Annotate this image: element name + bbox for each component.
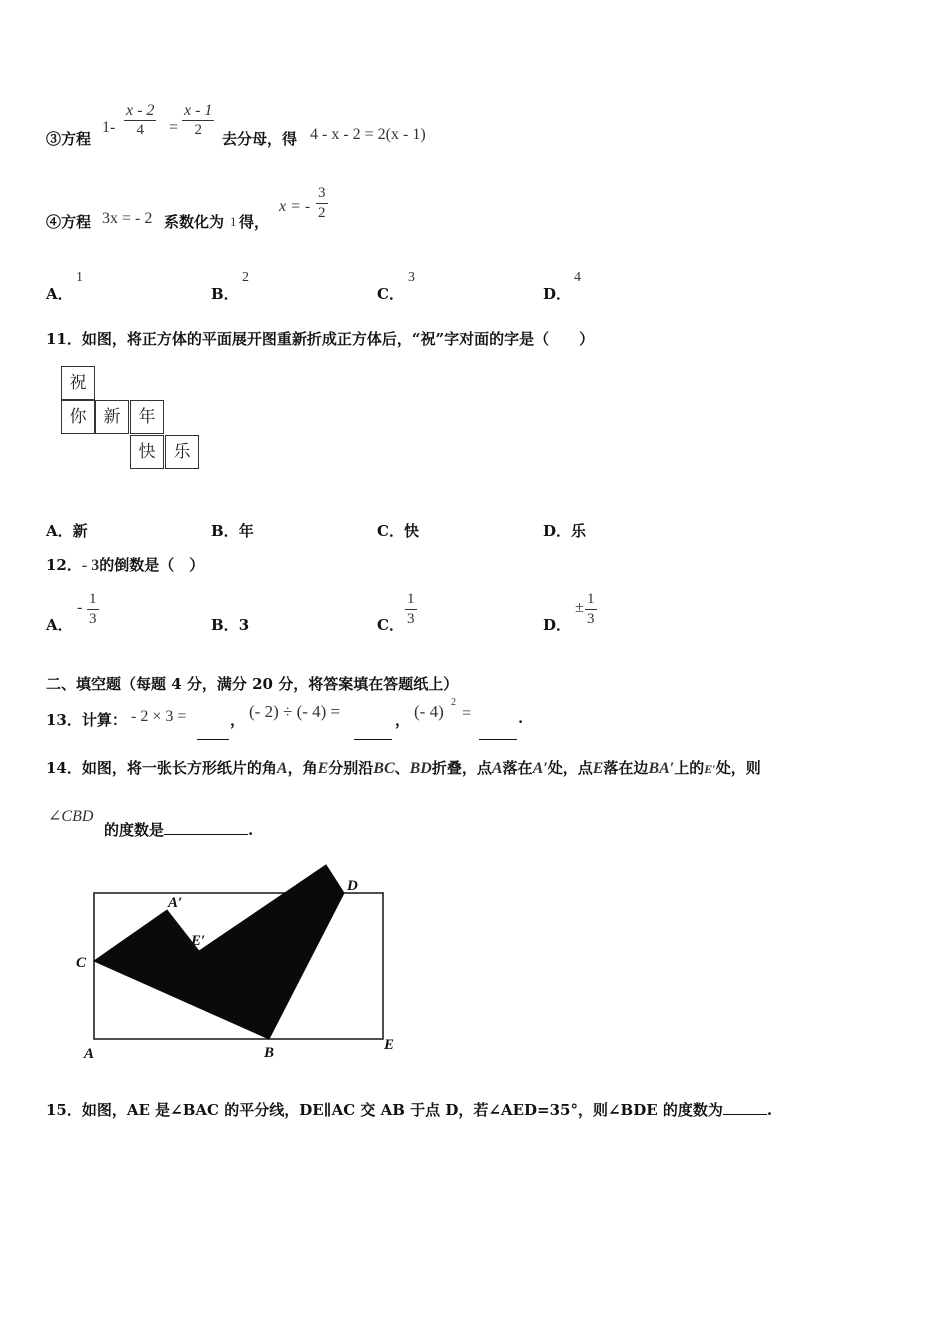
- q14-point-a-prime: A′: [532, 760, 548, 777]
- q14-point-a-2: A: [491, 760, 503, 777]
- item3-label: ③方程: [46, 130, 92, 148]
- item3-equals: =: [169, 119, 179, 136]
- net-cell-zhu: 祝: [61, 366, 95, 400]
- q14-text-2: ，角: [287, 759, 318, 777]
- fig-label-a: A: [84, 1046, 95, 1062]
- item4-x-equals: x = -: [279, 198, 311, 215]
- net-cell-le: 乐: [165, 435, 199, 469]
- q14-end: .: [248, 821, 254, 839]
- item4-de: 得，: [239, 213, 270, 231]
- q12-option-d-letter[interactable]: D．: [543, 616, 572, 634]
- q12-number: 12．: [46, 556, 82, 574]
- q13-expr-3: (- 4): [414, 702, 444, 721]
- q10-option-d-value: 4: [574, 270, 581, 285]
- q14-text-3: 分别沿: [328, 759, 374, 777]
- frac1-denominator: 4: [136, 122, 144, 138]
- q11-option-a-value: 新: [72, 522, 88, 540]
- q11-option-b-letter: B．: [211, 522, 239, 540]
- q12-d-numerator: 1: [585, 590, 597, 610]
- item3-one-minus: 1-: [102, 119, 116, 136]
- q11-option-d-value: 乐: [571, 522, 587, 540]
- fig-label-d: D: [347, 878, 358, 894]
- frac2-denominator: 2: [194, 122, 202, 138]
- q14-text-11: 的度数是: [104, 821, 165, 839]
- fig-label-c: C: [76, 955, 87, 971]
- q14-point-e-2: E: [592, 760, 604, 777]
- q12-option-b-letter: B．: [211, 616, 239, 634]
- q12-option-a-sign: -: [77, 599, 83, 616]
- q13-expr-1: - 2 × 3 =: [131, 708, 187, 725]
- q12-c-numerator: 1: [405, 590, 417, 610]
- q10-option-c-letter[interactable]: C．: [377, 285, 404, 303]
- q14-text-7: 处，点: [547, 759, 593, 777]
- q14-text-1: 14．如图，将一张长方形纸片的角: [46, 759, 277, 777]
- q10-option-a-value: 1: [76, 270, 83, 285]
- folded-shape: [94, 865, 344, 1039]
- q14-text-4: 、: [394, 759, 410, 777]
- q14-segment-ba-prime: BA′: [648, 760, 675, 777]
- item4-equation: 3x = - 2: [102, 210, 153, 227]
- q14-point-e-prime: E′: [704, 762, 716, 776]
- q10-option-b-letter[interactable]: B．: [211, 285, 239, 303]
- item4-mid-text: 系数化为: [164, 213, 225, 231]
- q13-sep-1: ，: [230, 711, 246, 729]
- q14-text-6: 落在: [502, 759, 533, 777]
- section-2-heading: 二、填空题（每题 4 分，满分 20 分，将答案填在答题纸上）: [46, 675, 459, 693]
- q14-text-5: 折叠，点: [431, 759, 492, 777]
- q13-end: .: [518, 709, 524, 727]
- q10-option-d-letter[interactable]: D．: [543, 285, 572, 303]
- q14-point-e: E: [317, 760, 329, 777]
- frac1-numerator: x - 2: [126, 102, 155, 119]
- q15-stem: [46, 1099, 772, 1120]
- q14-text-8: 落在边: [603, 759, 649, 777]
- q14-point-a: A: [276, 760, 288, 777]
- net-cell-nian: 年: [130, 400, 164, 434]
- q12-option-a-letter[interactable]: A．: [46, 616, 73, 634]
- q14-text-9: 上的: [674, 759, 705, 777]
- q15-text: 15．如图，AE 是∠BAC 的平分线，DE∥AC 交 AB 于点 D，若∠AED=35°，则∠BDE 的度数为: [46, 1101, 723, 1119]
- q11-stem: 11．如图，将正方体的平面展开图重新折成正方体后，“祝”字对面的字是（ ）: [46, 330, 595, 348]
- q12-option-b-value: 3: [238, 616, 250, 634]
- item4-one: 1: [230, 214, 237, 229]
- item3-result: 4 - x - 2 = 2(x - 1): [310, 126, 426, 143]
- q11-option-b-value: 年: [238, 522, 254, 540]
- q12-value: - 3: [81, 557, 100, 574]
- frac2-numerator: x - 1: [184, 102, 213, 119]
- item4-frac-numerator: 3: [316, 184, 328, 204]
- q13-label: 13．计算：: [46, 711, 127, 729]
- q12-a-denominator: 3: [89, 611, 97, 627]
- q10-option-b-value: 2: [242, 270, 249, 285]
- q14-text-10: 处，则: [715, 759, 761, 777]
- net-cell-xin: 新: [95, 400, 129, 434]
- q15-answer-blank[interactable]: [723, 1114, 767, 1115]
- q12-a-numerator: 1: [87, 590, 99, 610]
- q12-d-denominator: 3: [587, 611, 595, 627]
- q12-stem-rest: 的倒数是（ ）: [99, 556, 205, 574]
- q13-sep-2: ，: [395, 711, 411, 729]
- q12-option-d-sign: ±: [575, 599, 584, 616]
- q14-segment-bc: BC: [373, 760, 395, 777]
- q15-end: .: [766, 1101, 773, 1119]
- q14-angle-cbd: ∠CBD: [48, 808, 94, 825]
- q13-exponent: 2: [451, 697, 456, 708]
- q12-option-c-letter[interactable]: C．: [377, 616, 404, 634]
- fig-label-e: E: [384, 1037, 395, 1053]
- net-cell-ni: 你: [61, 400, 95, 434]
- q11-option-c-value: 快: [403, 522, 419, 540]
- item4-label: ④方程: [46, 213, 92, 231]
- q11-option-c-letter: C．: [377, 522, 404, 540]
- q13-equals-3: =: [462, 705, 472, 722]
- q14-segment-bd: BD: [409, 760, 432, 777]
- q11-option-a-letter: A．: [46, 522, 73, 540]
- fig-label-a-prime: A′: [168, 895, 183, 911]
- fig-label-e-prime: E′: [191, 933, 206, 949]
- q11-option-d-letter: D．: [543, 522, 572, 540]
- net-cell-kuai: 快: [130, 435, 164, 469]
- fig-label-b: B: [264, 1045, 275, 1061]
- q10-option-a-letter[interactable]: A．: [46, 285, 73, 303]
- item4-frac-denominator: 2: [318, 205, 326, 221]
- q13-expr-2: (- 2) ÷ (- 4) =: [249, 702, 341, 721]
- item3-mid-text: 去分母，得: [222, 130, 298, 148]
- q12-c-denominator: 3: [407, 611, 415, 627]
- q10-option-c-value: 3: [408, 270, 415, 285]
